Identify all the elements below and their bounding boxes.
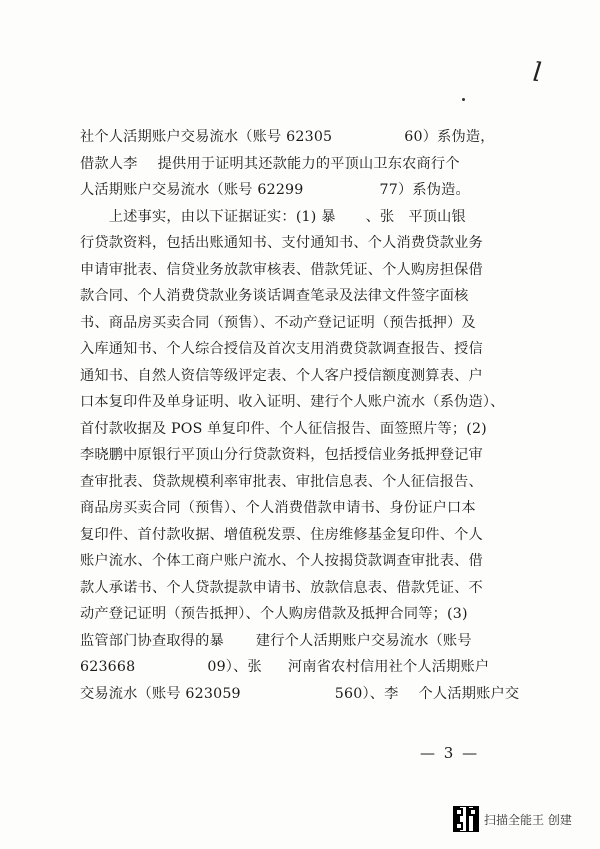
text-line: 通知书、自然人资信等级评定表、个人客户授信额度测算表、户 (80, 368, 483, 384)
text-line: 申请审批表、信贷业务放款审核表、借款凭证、个人购房担保借 (80, 262, 483, 278)
text-line: 入库通知书、个人综合授信及首次支用消费贷款调查报告、授信 (80, 341, 483, 357)
text-line: 商品房买卖合同（预售）、个人消费借款申请书、身份证户口本 (80, 500, 476, 516)
text-line: 行贷款资料，包括出账通知书、支付通知书、个人消费贷款业务 (80, 235, 483, 251)
text-line: 口本复印件及单身证明、收入证明、建行个人账户流水（系伪造）、 (80, 394, 505, 410)
text-line: 李晓鹏中原银行平顶山分行贷款资料，包括授信业务抵押登记审 (80, 447, 483, 463)
text-line: 人活期账户交易流水（账号 62299 77）系伪造。 (80, 182, 470, 198)
text-line: 监管部门协查取得的暴 建行个人活期账户交易流水（账号 (80, 633, 472, 649)
text-line: 623668 09）、张 河南省农村信用社个人活期账户 (80, 659, 490, 675)
scanner-brand-label: 扫描全能王 创建 (484, 813, 572, 827)
text-line: 交易流水（账号 623059 560）、李 个人活期账户交 (80, 686, 520, 702)
qr-finder-icon (455, 822, 463, 830)
handwritten-margin-mark: l (531, 57, 543, 89)
qr-finder-icon (455, 808, 463, 816)
qr-finder-icon (469, 808, 477, 816)
text-line: 上述事实，由以下证据证实：(1) 暴 、张 平顶山银 (80, 209, 466, 225)
text-line: 复印件、首付款收据、增值税发票、住房维修基金复印件、个人 (80, 527, 483, 543)
text-line: 书、商品房买卖合同（预售）、不动产登记证明（预告抵押）及 (80, 315, 476, 331)
text-line: 款人承诺书、个人贷款提款申请书、放款信息表、借款凭证、不 (80, 580, 483, 596)
text-line: 账户流水、个体工商户账户流水、个人按揭贷款调查审批表、借 (80, 553, 483, 569)
text-line: 社个人活期账户交易流水（账号 62305 60）系伪造， (80, 129, 495, 145)
text-line: 动产登记证明（预告抵押）、个人购房借款及抵押合同等；(3) (80, 606, 468, 622)
text-line: 首付款收据及 POS 单复印件、个人征信报告、面签照片等；(2) (80, 421, 487, 437)
text-line: 款合同、个人消费贷款业务谈话调查笔录及法律文件签字面核 (80, 288, 469, 304)
text-line: 借款人李 提供用于证明其还款能力的平顶山卫东农商行个 (80, 156, 460, 172)
ink-dot (462, 98, 465, 101)
text-line: 查审批表、贷款规模利率审批表、审批信息表、个人征信报告、 (80, 474, 483, 490)
qr-code-icon (453, 806, 479, 832)
page-number: — 3 — (420, 744, 480, 762)
